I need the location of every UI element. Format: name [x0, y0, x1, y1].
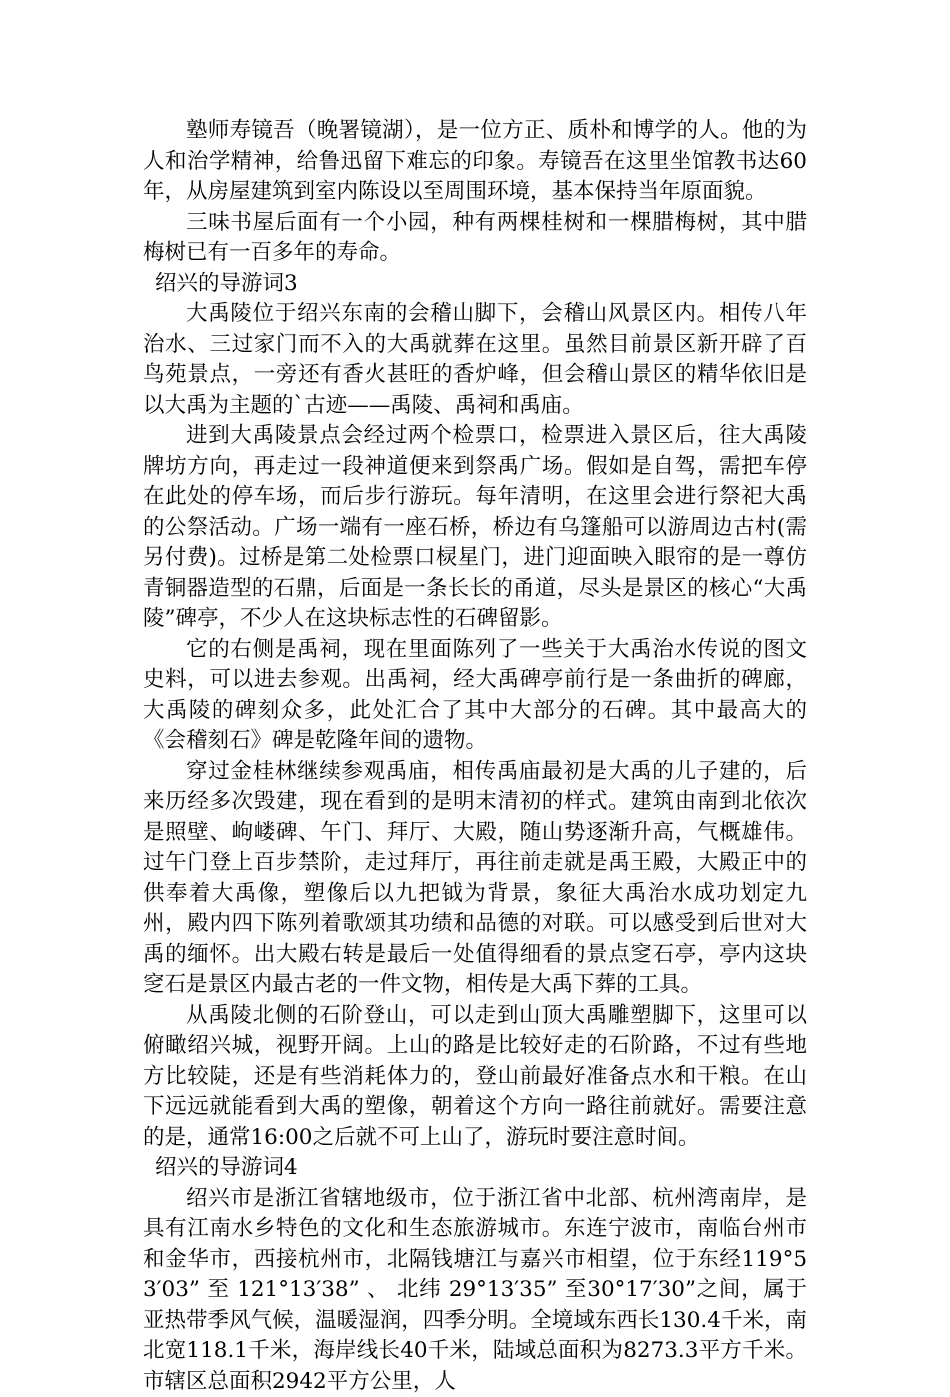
body-paragraph: 三味书屋后面有一个小园，种有两棵桂树和一棵腊梅树，其中腊梅树已有一百多年的寿命。 — [143, 208, 807, 269]
document-page — [143, 116, 807, 1397]
section-heading: 绍兴的导游词3 — [143, 269, 807, 300]
body-paragraph: 它的右侧是禹祠，现在里面陈列了一些关于大禹治水传说的图文史料，可以进去参观。出禹祠，经大禹碑亭前行是一条曲折的碑廊，大禹陵的碑刻众多，此处汇合了其中大部分的石碑。其中最高大的《会稽刻石》碑是乾隆年间的遗物。 — [143, 635, 807, 757]
section-heading: 绍兴的导游词4 — [143, 1153, 807, 1184]
body-paragraph: 绍兴市是浙江省辖地级市，位于浙江省中北部、杭州湾南岸，是具有江南水乡特色的文化和生态旅游城市。东连宁波市，南临台州市和金华市，西接杭州市，北隔钱塘江与嘉兴市相望，位于东经119°53′03” 至 121°13′38” 、 北纬 29°13′35” 至30°17′30”之间，属于亚热带季风气候，温暖湿润，四季分明。全境域东西长130.4千米，南北宽118.1千米，海岸线长40千米，陆域总面积为8273.3平方千米。市辖区总面积2942平方公里，人 — [143, 1184, 807, 1397]
body-paragraph: 从禹陵北侧的石阶登山，可以走到山顶大禹雕塑脚下，这里可以俯瞰绍兴城，视野开阔。上山的路是比较好走的石阶路，不过有些地方比较陡，还是有些消耗体力的，登山前最好准备点水和干粮。在山下远远就能看到大禹的塑像，朝着这个方向一路往前就好。需要注意的是，通常16:00之后就不可上山了，游玩时要注意时间。 — [143, 1001, 807, 1154]
body-paragraph: 大禹陵位于绍兴东南的会稽山脚下，会稽山风景区内。相传八年治水、三过家门而不入的大禹就葬在这里。虽然目前景区新开辟了百鸟苑景点，一旁还有香火甚旺的香炉峰，但会稽山景区的精华依旧是以大禹为主题的`古迹——禹陵、禹祠和禹庙。 — [143, 299, 807, 421]
body-paragraph: 塾师寿镜吾（晚署镜湖），是一位方正、质朴和博学的人。他的为人和治学精神，给鲁迅留下难忘的印象。寿镜吾在这里坐馆教书达60年，从房屋建筑到室内陈设以至周围环境，基本保持当年原面貌。 — [143, 116, 807, 208]
body-paragraph: 进到大禹陵景点会经过两个检票口，检票进入景区后，往大禹陵牌坊方向，再走过一段神道便来到祭禹广场。假如是自驾，需把车停在此处的停车场，而后步行游玩。每年清明，在这里会进行祭祀大禹的公祭活动。广场一端有一座石桥，桥边有乌篷船可以游周边古村(需另付费)。过桥是第二处检票口棂星门，进门迎面映入眼帘的是一尊仿青铜器造型的石鼎，后面是一条长长的甬道，尽头是景区的核心“大禹陵”碑亭，不少人在这块标志性的石碑留影。 — [143, 421, 807, 635]
body-paragraph: 穿过金桂林继续参观禹庙，相传禹庙最初是大禹的儿子建的，后来历经多次毁建，现在看到的是明末清初的样式。建筑由南到北依次是照壁、岣嵝碑、午门、拜厅、大殿，随山势逐渐升高，气概雄伟。过午门登上百步禁阶，走过拜厅，再往前走就是禹王殿，大殿正中的供奉着大禹像，塑像后以九把钺为背景，象征大禹治水成功划定九州，殿内四下陈列着歌颂其功绩和品德的对联。可以感受到后世对大禹的缅怀。出大殿右转是最后一处值得细看的景点窆石亭，亭内这块窆石是景区内最古老的一件文物，相传是大禹下葬的工具。 — [143, 757, 807, 1001]
